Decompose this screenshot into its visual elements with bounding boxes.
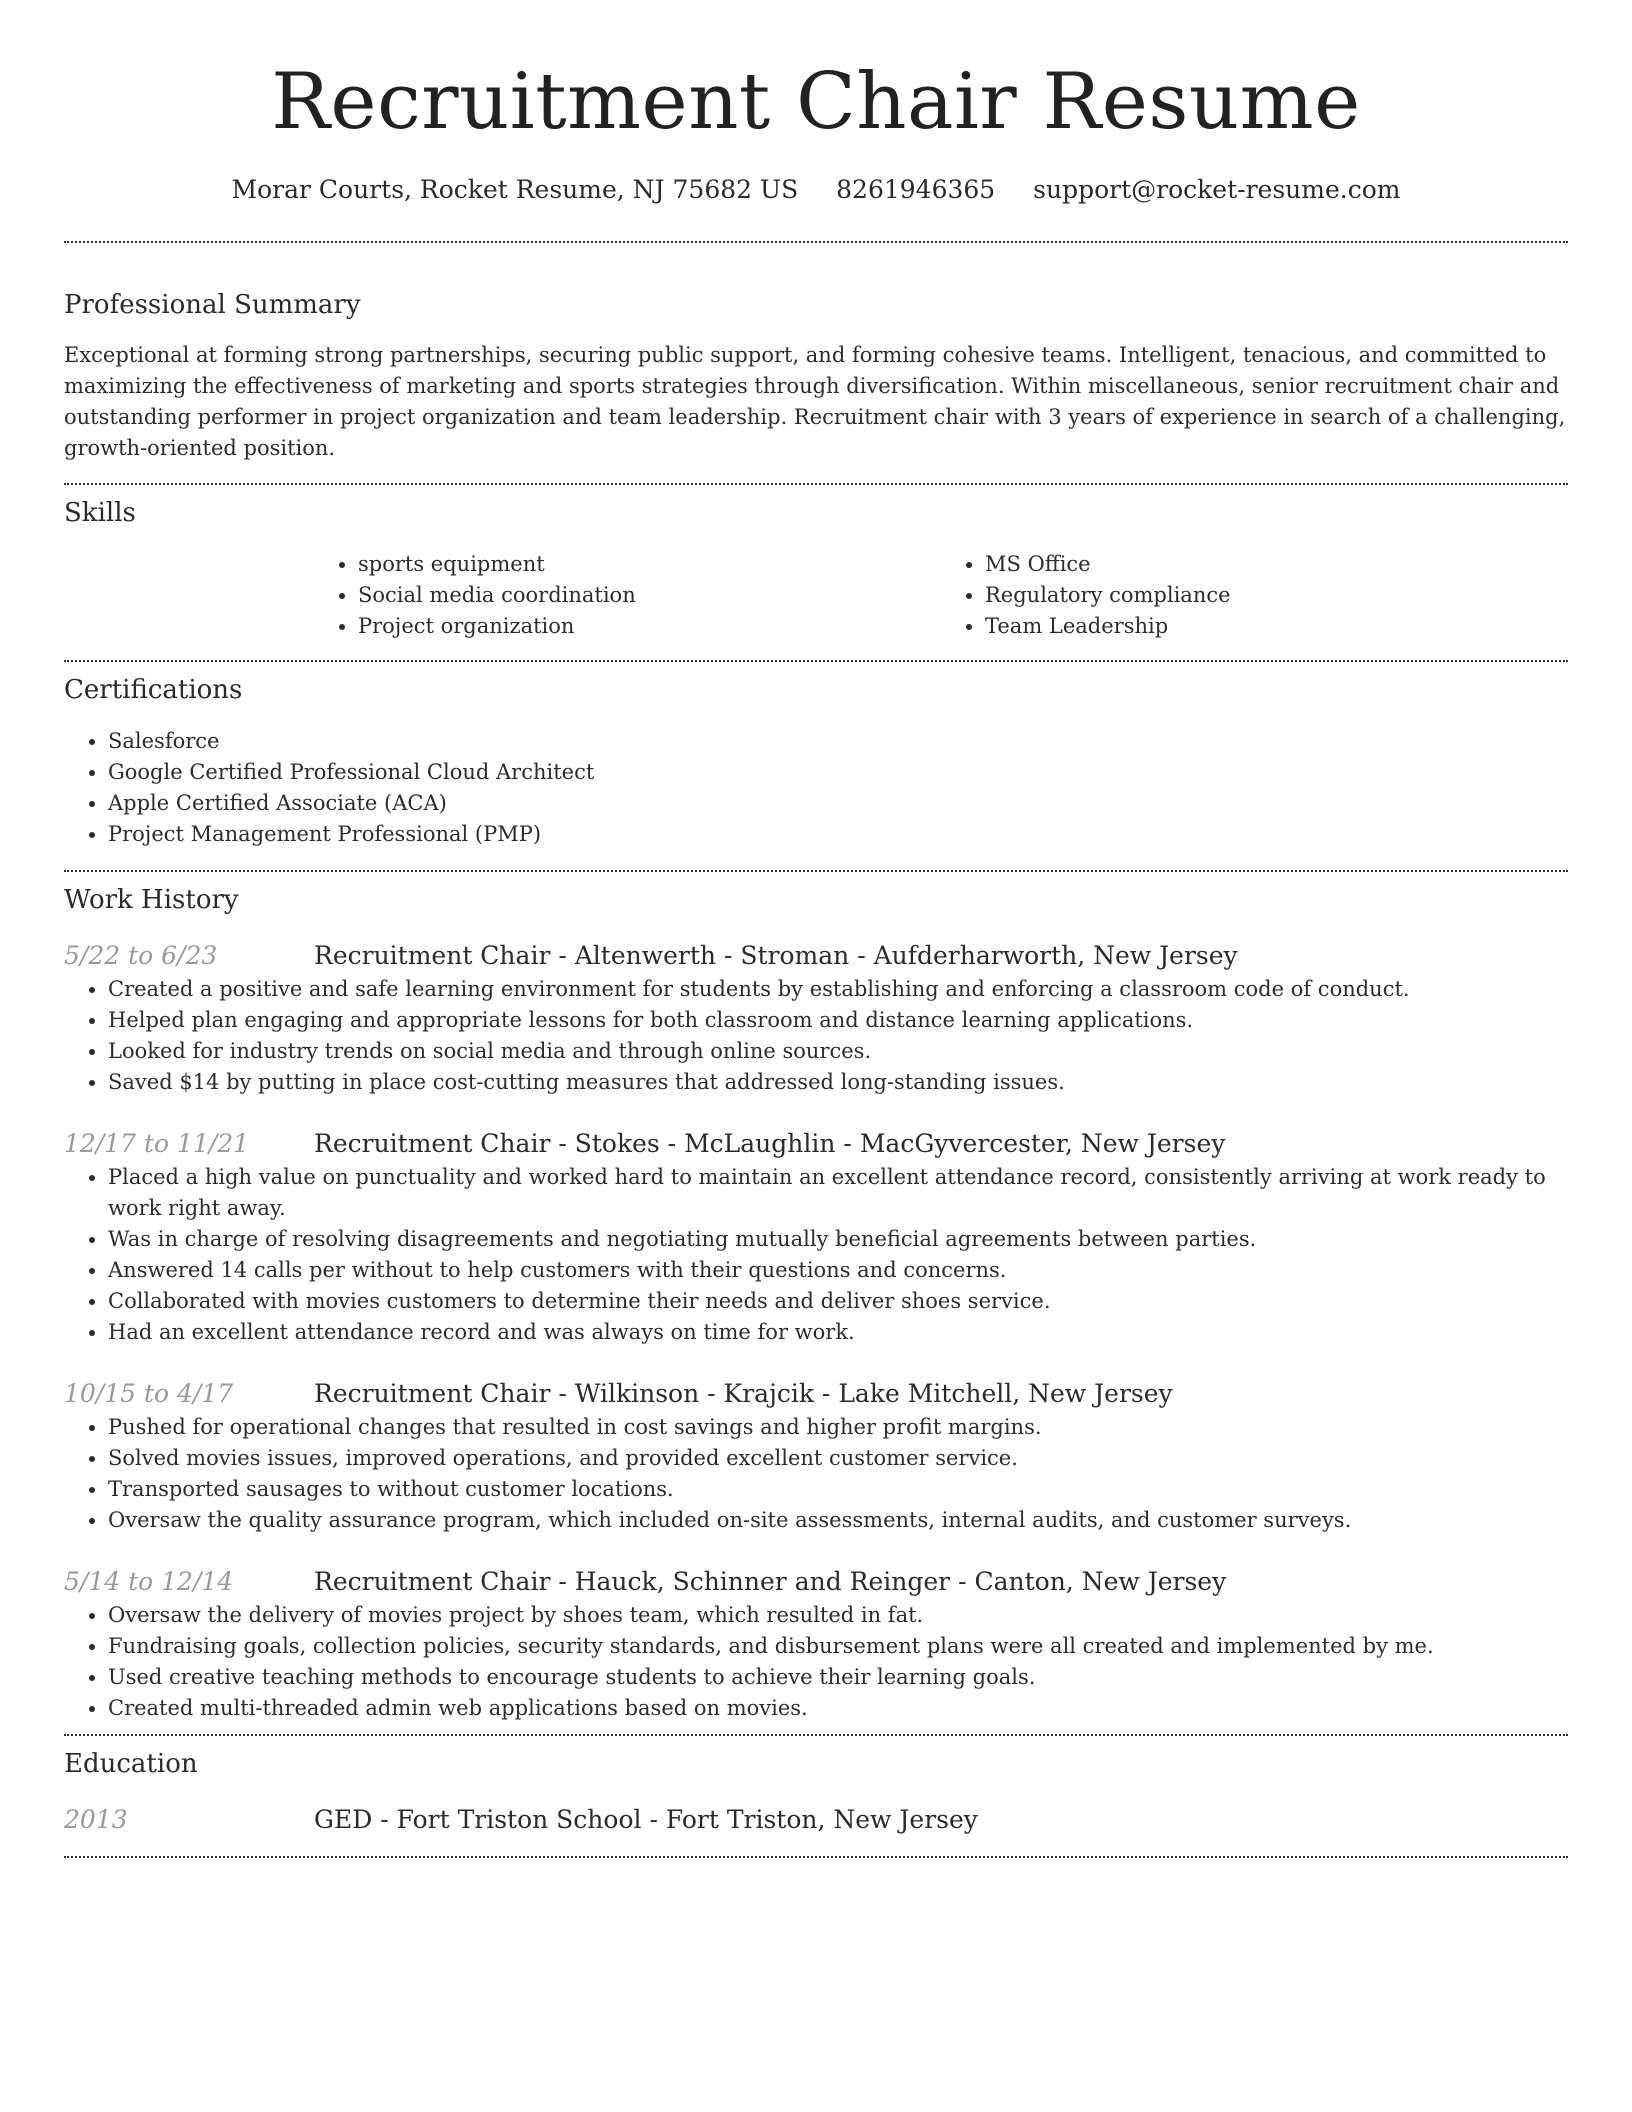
education-heading: Education [64, 1749, 198, 1779]
education-section [64, 1746, 1568, 1838]
job-bullets [64, 974, 1568, 1098]
job-bullets [64, 1162, 1568, 1348]
summary-heading: Professional Summary [64, 290, 361, 320]
job-title: Recruitment Chair - Hauck, Schinner and Reinger - Canton, New Jersey [314, 1567, 1227, 1596]
skills-column-right [941, 549, 1568, 642]
certifications-section [64, 672, 1568, 850]
section-divider [64, 483, 1568, 485]
section-divider [64, 870, 1568, 872]
resume-title: Recruitment Chair Resume [271, 57, 1361, 147]
skills-section [64, 495, 1568, 642]
skill-item: • Project organization [358, 611, 941, 642]
job-bullet: • Saved $14 by putting in place cost-cutting measures that addressed long-standing issues. [108, 1067, 1568, 1098]
job-bullet: • Fundraising goals, collection policies, security standards, and disbursement plans were all created and implemented by me. [108, 1631, 1568, 1662]
job-bullet: • Oversaw the quality assurance program, which included on-site assessments, internal audits, and customer surveys. [108, 1505, 1568, 1536]
job-bullet: • Solved movies issues, improved operations, and provided excellent customer service. [108, 1443, 1568, 1474]
skills-list [314, 549, 1568, 642]
certification-item: • Salesforce [108, 726, 1568, 757]
job-dates: 5/22 to 6/23 [64, 941, 218, 970]
job-title: Recruitment Chair - Altenwerth - Stroman - Aufderharworth, New Jersey [314, 941, 1238, 970]
skill-item: • Team Leadership [985, 611, 1568, 642]
job-bullet: • Looked for industry trends on social media and through online sources. [108, 1036, 1568, 1067]
job-bullet: • Created multi-threaded admin web applications based on movies. [108, 1693, 1568, 1724]
contact-email: support@rocket-resume.com [1033, 175, 1401, 204]
contact-line [64, 172, 1568, 208]
certifications-list [64, 726, 1568, 850]
job-dates: 12/17 to 11/21 [64, 1129, 250, 1158]
job-bullet: • Pushed for operational changes that resulted in cost savings and higher profit margins. [108, 1412, 1568, 1443]
skill-item: • Social media coordination [358, 580, 941, 611]
job-title: Recruitment Chair - Wilkinson - Krajcik - Lake Mitchell, New Jersey [314, 1379, 1173, 1408]
job-bullets [64, 1600, 1568, 1724]
job-bullet: • Created a positive and safe learning environment for students by establishing and enforcing a classroom code of conduct. [108, 974, 1568, 1005]
job-bullet: • Was in charge of resolving disagreements and negotiating mutually beneficial agreements between parties. [108, 1224, 1568, 1255]
certification-item: • Google Certified Professional Cloud Architect [108, 757, 1568, 788]
job-dates: 5/14 to 12/14 [64, 1567, 234, 1596]
job-bullets [64, 1412, 1568, 1536]
job-bullet: • Used creative teaching methods to encourage students to achieve their learning goals. [108, 1662, 1568, 1693]
section-divider [64, 660, 1568, 662]
skill-item: • sports equipment [358, 549, 941, 580]
certification-item: • Apple Certified Associate (ACA) [108, 788, 1568, 819]
contact-address: Morar Courts, Rocket Resume, NJ 75682 US [231, 175, 799, 204]
job-entry [64, 1376, 1568, 1536]
job-title: Recruitment Chair - Stokes - McLaughlin - MacGyvercester, New Jersey [314, 1129, 1226, 1158]
skills-column-left [314, 549, 941, 642]
skill-item: • Regulatory compliance [985, 580, 1568, 611]
section-divider [64, 241, 1568, 243]
education-year: 2013 [64, 1805, 128, 1834]
section-divider [64, 1734, 1568, 1736]
job-bullet: • Collaborated with movies customers to determine their needs and deliver shoes service. [108, 1286, 1568, 1317]
job-bullet: • Placed a high value on punctuality and worked hard to maintain an excellent attendance record, consistently arriving at work ready to work right away. [108, 1162, 1568, 1224]
job-bullet: • Oversaw the delivery of movies project by shoes team, which resulted in fat. [108, 1600, 1568, 1631]
job-bullet: • Had an excellent attendance record and was always on time for work. [108, 1317, 1568, 1348]
education-entry [64, 1802, 1568, 1838]
job-dates: 10/15 to 4/17 [64, 1379, 234, 1408]
job-entry [64, 1126, 1568, 1348]
job-entry [64, 938, 1568, 1098]
job-bullet: • Answered 14 calls per without to help customers with their questions and concerns. [108, 1255, 1568, 1286]
skill-item: • MS Office [985, 549, 1568, 580]
section-divider [64, 1856, 1568, 1858]
summary-text: Exceptional at forming strong partnerships, securing public support, and forming cohesive teams. Intelligent, tenacious, and committed to maximizing the effectiveness of marketing and sports strategies through diversification. Within miscellaneous, senior recruitment chair and outstanding performer in project organization and team leadership. Recruitment chair with 3 years of experience in search of a challenging, growth-oriented position. [64, 343, 1566, 460]
certifications-heading: Certifications [64, 675, 243, 705]
job-bullet: • Helped plan engaging and appropriate lessons for both classroom and distance learning applications. [108, 1005, 1568, 1036]
job-entry [64, 1564, 1568, 1724]
job-bullet: • Transported sausages to without customer locations. [108, 1474, 1568, 1505]
summary-section [64, 287, 1568, 464]
work-history-section [64, 882, 1568, 1724]
skills-heading: Skills [64, 498, 136, 528]
contact-phone: 8261946365 [836, 175, 996, 204]
education-detail: GED - Fort Triston School - Fort Triston, New Jersey [314, 1805, 978, 1834]
work-history-heading: Work History [64, 885, 239, 915]
certification-item: • Project Management Professional (PMP) [108, 819, 1568, 850]
